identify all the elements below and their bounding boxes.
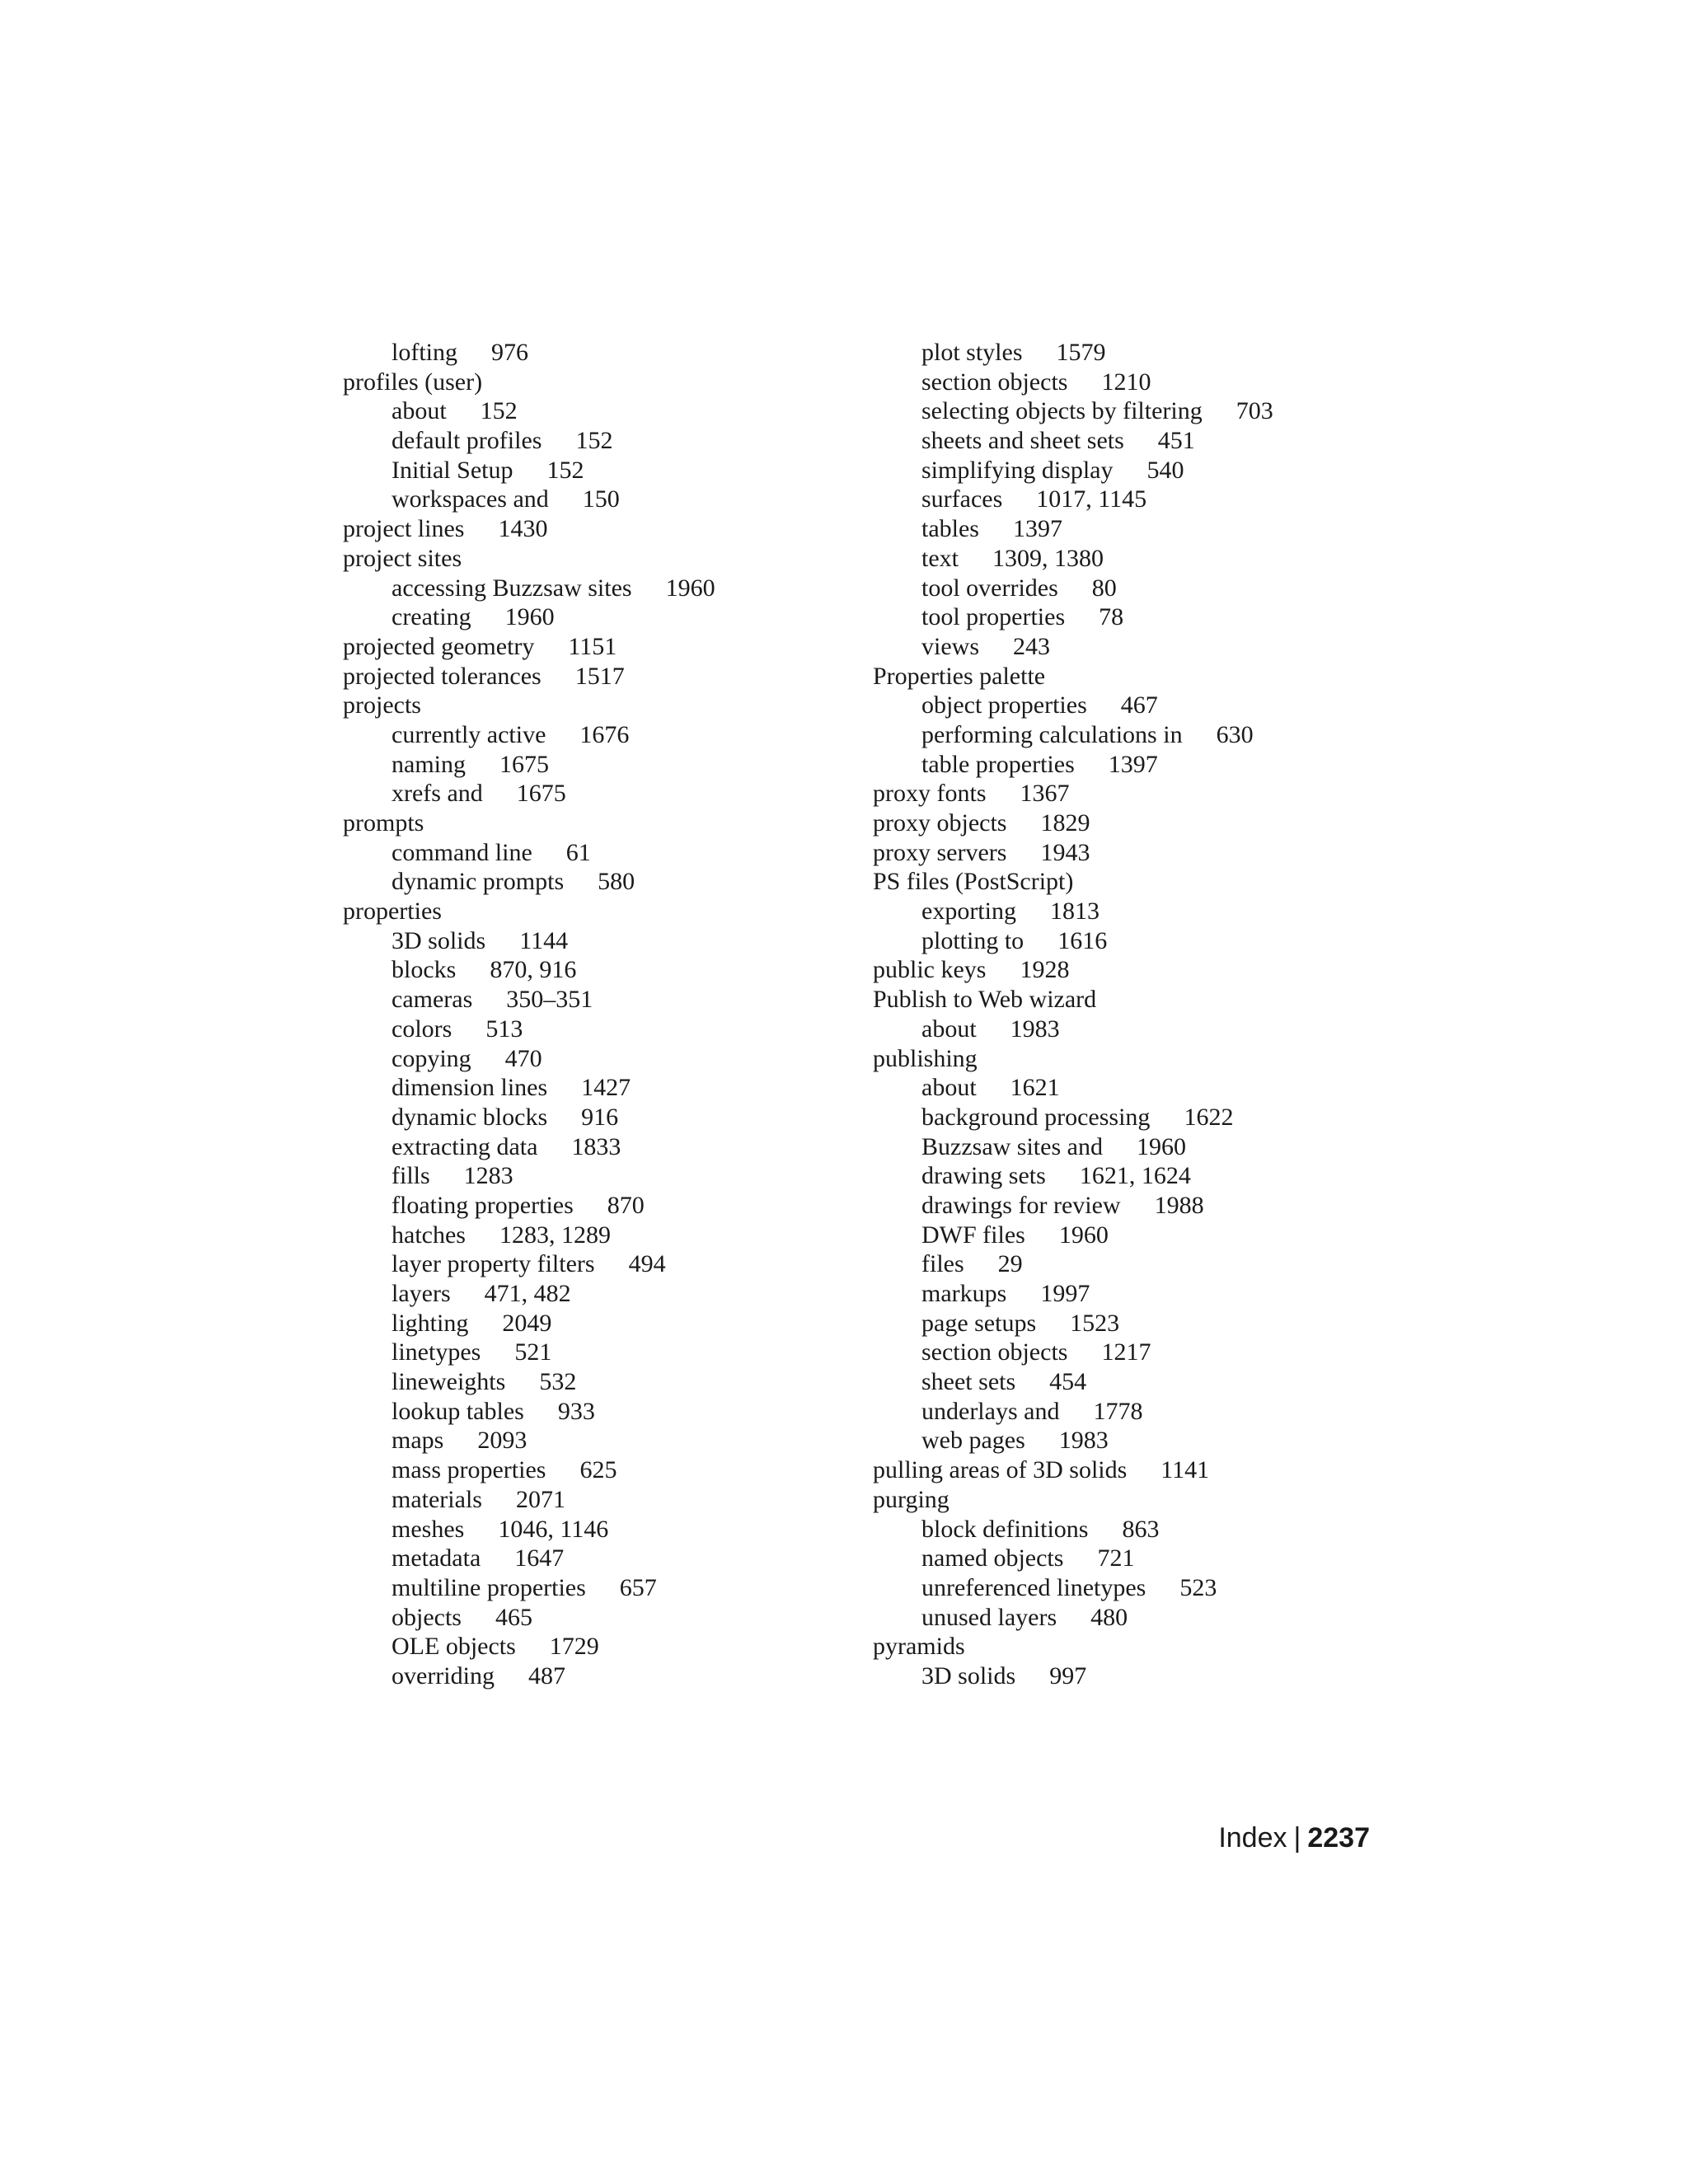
index-term: copying (392, 1044, 471, 1072)
index-page-refs: 580 (598, 868, 635, 896)
index-page-refs: 1427 (581, 1074, 631, 1102)
page-footer (1218, 1821, 1370, 1854)
index-term: proxy fonts (873, 780, 987, 808)
index-page-refs: 630 (1216, 720, 1254, 748)
index-page-refs: 513 (485, 1015, 523, 1043)
index-page-refs: 625 (579, 1456, 617, 1484)
index-page-refs: 1151 (568, 632, 617, 660)
index-subentry (873, 1015, 1417, 1044)
index-page-refs: 243 (1013, 632, 1050, 660)
index-page-refs: 870, 916 (490, 956, 577, 984)
index-term: project lines (343, 515, 465, 543)
index-subentry (343, 574, 887, 603)
index-term: publishing (873, 1044, 978, 1072)
index-page-refs: 870 (607, 1191, 645, 1219)
index-page-refs: 1647 (514, 1544, 565, 1572)
index-subentry (873, 691, 1417, 720)
index-subentry (873, 1426, 1417, 1455)
index-term: xrefs and (392, 780, 483, 808)
index-term: colors (392, 1015, 452, 1043)
index-term: proxy objects (873, 809, 1007, 837)
index-page-refs: 1983 (1058, 1427, 1109, 1455)
index-page-refs: 2049 (502, 1309, 552, 1337)
index-subentry (343, 1103, 887, 1132)
index-term: dynamic prompts (392, 868, 565, 896)
index-term: 3D solids (921, 1661, 1016, 1690)
index-subentry (343, 1073, 887, 1103)
index-entry (343, 808, 887, 838)
index-term: drawings for review (921, 1191, 1121, 1219)
index-subentry (343, 1544, 887, 1573)
index-page-refs: 152 (546, 456, 584, 484)
index-term: exporting (921, 898, 1016, 926)
index-page-refs: 150 (582, 485, 620, 513)
index-term: files (921, 1250, 964, 1278)
index-term: web pages (921, 1427, 1025, 1455)
index-term: section objects (921, 368, 1068, 396)
index-term: Properties palette (873, 662, 1046, 690)
index-subentry (343, 838, 887, 868)
index-page-refs: 470 (504, 1044, 542, 1072)
index-term: metadata (392, 1544, 481, 1572)
index-page-refs: 1283, 1289 (499, 1221, 611, 1249)
index-subentry (873, 1309, 1417, 1338)
index-subentry (343, 1044, 887, 1074)
index-page-refs: 1960 (504, 603, 555, 631)
index-subentry (873, 632, 1417, 662)
index-page-refs: 1309, 1380 (992, 544, 1104, 572)
index-page-refs: 1829 (1040, 809, 1090, 837)
index-page-refs: 657 (619, 1573, 657, 1601)
index-term: dimension lines (392, 1074, 548, 1102)
index-entry (873, 1485, 1417, 1515)
index-term: unreferenced linetypes (921, 1573, 1146, 1601)
index-subentry (343, 867, 887, 897)
index-subentry (873, 750, 1417, 780)
index-subentry (343, 985, 887, 1015)
index-entry (873, 779, 1417, 808)
index-entry (343, 662, 887, 691)
index-subentry (873, 544, 1417, 574)
index-term: PS files (PostScript) (873, 868, 1074, 896)
index-page-refs: 1960 (1058, 1221, 1109, 1249)
index-page-refs: 152 (575, 427, 613, 455)
index-page-refs: 1616 (1057, 926, 1108, 954)
index-subentry (873, 1544, 1417, 1573)
index-term: layers (392, 1280, 451, 1307)
index-page-refs: 480 (1090, 1603, 1128, 1631)
index-page-refs: 1778 (1093, 1397, 1143, 1425)
page-number: 2237 (1307, 1822, 1370, 1854)
index-term: cameras (392, 986, 473, 1014)
index-subentry (873, 1103, 1417, 1132)
index-entry (873, 1455, 1417, 1485)
index-term: creating (392, 603, 471, 631)
index-entry (873, 955, 1417, 985)
index-subentry (873, 1397, 1417, 1427)
index-term: accessing Buzzsaw sites (392, 574, 632, 602)
index-entry (343, 632, 887, 662)
index-page-refs: 465 (495, 1603, 532, 1631)
index-subentry (873, 338, 1417, 368)
index-term: underlays and (921, 1397, 1060, 1425)
index-term: extracting data (392, 1132, 538, 1160)
index-term: table properties (921, 750, 1075, 778)
index-term: prompts (343, 809, 424, 837)
index-page-refs: 494 (628, 1250, 666, 1278)
index-term: about (392, 397, 447, 425)
index-subentry (873, 1161, 1417, 1191)
index-page-refs: 1622 (1184, 1103, 1234, 1131)
index-page-refs: 78 (1099, 603, 1124, 631)
index-subentry (343, 1661, 887, 1691)
index-term: sheet sets (921, 1368, 1016, 1396)
index-subentry (873, 1338, 1417, 1367)
index-term: DWF files (921, 1221, 1025, 1249)
index-page-refs: 467 (1120, 691, 1158, 719)
index-subentry (873, 1073, 1417, 1103)
index-page-refs: 1621, 1624 (1079, 1162, 1191, 1190)
index-page-refs: 1928 (1020, 956, 1070, 984)
index-term: layer property filters (392, 1250, 595, 1278)
index-subentry (873, 1367, 1417, 1397)
index-entry (343, 897, 887, 926)
index-term: simplifying display (921, 456, 1114, 484)
index-subentry (343, 1397, 887, 1427)
index-page-refs: 532 (539, 1368, 577, 1396)
index-term: Publish to Web wizard (873, 986, 1097, 1014)
index-term: section objects (921, 1338, 1068, 1366)
index-subentry (873, 926, 1417, 956)
index-term: properties (343, 898, 442, 926)
index-page-refs: 523 (1179, 1573, 1217, 1601)
index-subentry (873, 720, 1417, 750)
index-entry (343, 368, 887, 397)
index-page-refs: 487 (528, 1661, 565, 1690)
index-term: named objects (921, 1544, 1064, 1572)
index-subentry (343, 779, 887, 808)
index-term: Initial Setup (392, 456, 513, 484)
index-page-refs: 2093 (477, 1427, 528, 1455)
index-subentry (343, 1515, 887, 1544)
index-term: projects (343, 691, 421, 719)
index-subentry (873, 1249, 1417, 1279)
index-page-refs: 1729 (549, 1633, 599, 1661)
index-term: text (921, 544, 959, 572)
index-term: blocks (392, 956, 457, 984)
index-page-refs: 1621 (1010, 1074, 1060, 1102)
index-entry (873, 1044, 1417, 1074)
index-subentry (343, 1603, 887, 1633)
index-page-refs: 1675 (499, 750, 549, 778)
index-page-refs: 471, 482 (484, 1280, 571, 1307)
index-subentry (343, 1221, 887, 1250)
index-page-refs: 1017, 1145 (1036, 485, 1147, 513)
index-page-refs: 1046, 1146 (498, 1515, 609, 1543)
index-subentry (343, 1015, 887, 1044)
index-subentry (343, 1249, 887, 1279)
index-page-refs: 1579 (1056, 339, 1106, 366)
index-subentry (873, 1515, 1417, 1544)
index-subentry (343, 1161, 887, 1191)
index-page-refs: 933 (557, 1397, 595, 1425)
index-page-refs: 1988 (1154, 1191, 1204, 1219)
index-term: meshes (392, 1515, 465, 1543)
index-subentry (343, 1132, 887, 1162)
index-term: command line (392, 838, 532, 866)
index-term: Buzzsaw sites and (921, 1132, 1103, 1160)
index-page-refs: 29 (997, 1250, 1023, 1278)
index-term: page setups (921, 1309, 1037, 1337)
index-term: hatches (392, 1221, 466, 1249)
index-subentry (343, 1426, 887, 1455)
index-term: sheets and sheet sets (921, 427, 1124, 455)
index-term: naming (392, 750, 466, 778)
index-term: tables (921, 515, 979, 543)
index-page-refs: 1813 (1049, 898, 1100, 926)
index-subentry (343, 720, 887, 750)
index-subentry (873, 456, 1417, 485)
index-term: public keys (873, 956, 987, 984)
index-term: projected geometry (343, 632, 535, 660)
index-page-refs: 1367 (1020, 780, 1070, 808)
footer-label: Index (1218, 1822, 1287, 1854)
index-page-refs: 997 (1049, 1661, 1087, 1690)
index-subentry (873, 1221, 1417, 1250)
index-entry (873, 662, 1417, 691)
index-page-refs: 1144 (519, 926, 569, 954)
index-term: drawing sets (921, 1162, 1046, 1190)
index-term: lighting (392, 1309, 469, 1337)
index-term: plotting to (921, 926, 1025, 954)
index-subentry (873, 1191, 1417, 1221)
index-subentry (873, 1279, 1417, 1309)
index-page-refs: 1983 (1010, 1015, 1060, 1043)
index-page-refs: 1676 (579, 720, 630, 748)
index-subentry (873, 897, 1417, 926)
index-page-refs: 540 (1146, 456, 1184, 484)
index-page-refs: 863 (1122, 1515, 1160, 1543)
index-term: materials (392, 1485, 482, 1513)
index-subentry (343, 1573, 887, 1603)
index-subentry (343, 456, 887, 485)
index-term: default profiles (392, 427, 542, 455)
index-subentry (343, 602, 887, 632)
index-entry (343, 544, 887, 574)
index-subentry (343, 1455, 887, 1485)
index-page-refs: 152 (480, 397, 518, 425)
index-page-refs: 1210 (1101, 368, 1151, 396)
index-page-refs: 80 (1091, 574, 1117, 602)
index-subentry (343, 750, 887, 780)
index-subentry (873, 426, 1417, 456)
index-subentry (343, 1191, 887, 1221)
index-term: lookup tables (392, 1397, 524, 1425)
index-term: project sites (343, 544, 462, 572)
index-page-refs: 1517 (574, 662, 625, 690)
index-page-refs: 2071 (515, 1485, 565, 1513)
index-term: pulling areas of 3D solids (873, 1456, 1128, 1484)
index-term: markups (921, 1280, 1007, 1307)
index-page-refs: 521 (514, 1338, 552, 1366)
index-subentry (343, 926, 887, 956)
index-term: object properties (921, 691, 1087, 719)
index-term: about (921, 1015, 977, 1043)
index-page-refs: 1397 (1012, 515, 1062, 543)
index-page-refs: 721 (1097, 1544, 1135, 1572)
index-term: dynamic blocks (392, 1103, 548, 1131)
index-page-refs: 350–351 (506, 986, 593, 1014)
index-subentry (343, 955, 887, 985)
index-subentry (343, 485, 887, 514)
index-page-refs: 976 (491, 339, 528, 366)
index-page-refs: 1523 (1070, 1309, 1120, 1337)
index-term: overriding (392, 1661, 495, 1690)
index-page-refs: 451 (1157, 427, 1195, 455)
index-term: workspaces and (392, 485, 549, 513)
index-entry (873, 1632, 1417, 1661)
index-term: surfaces (921, 485, 1003, 513)
index-entry (873, 985, 1417, 1015)
index-term: objects (392, 1603, 462, 1631)
index-page-refs: 1430 (498, 515, 548, 543)
index-term: linetypes (392, 1338, 481, 1366)
index-subentry (873, 1132, 1417, 1162)
index-term: lofting (392, 339, 457, 366)
index-subentry (343, 1279, 887, 1309)
index-term: performing calculations in (921, 720, 1183, 748)
index-column-right (873, 338, 1417, 1691)
index-page-refs: 1675 (516, 780, 566, 808)
index-page-refs: 1997 (1040, 1280, 1090, 1307)
index-term: maps (392, 1427, 444, 1455)
index-term: tool properties (921, 603, 1066, 631)
index-entry (873, 808, 1417, 838)
index-page-refs: 1943 (1040, 838, 1090, 866)
index-page-refs: 454 (1049, 1368, 1087, 1396)
index-term: about (921, 1074, 977, 1102)
index-subentry (343, 396, 887, 426)
index-term: projected tolerances (343, 662, 542, 690)
index-subentry (873, 1603, 1417, 1633)
index-page-refs: 1141 (1160, 1456, 1210, 1484)
index-term: floating properties (392, 1191, 574, 1219)
index-entry (873, 838, 1417, 868)
index-subentry (343, 338, 887, 368)
index-subentry (873, 1573, 1417, 1603)
index-subentry (873, 368, 1417, 397)
index-subentry (343, 1338, 887, 1367)
index-subentry (343, 1632, 887, 1661)
index-term: mass properties (392, 1456, 546, 1484)
footer-separator: | (1293, 1822, 1301, 1854)
index-term: lineweights (392, 1368, 506, 1396)
index-term: purging (873, 1485, 950, 1513)
index-subentry (873, 602, 1417, 632)
index-subentry (343, 426, 887, 456)
index-term: currently active (392, 720, 546, 748)
index-page-refs: 1397 (1108, 750, 1158, 778)
index-subentry (873, 485, 1417, 514)
index-term: 3D solids (392, 926, 486, 954)
index-entry (343, 514, 887, 544)
index-subentry (873, 1661, 1417, 1691)
index-subentry (873, 574, 1417, 603)
index-term: profiles (user) (343, 368, 483, 396)
index-term: selecting objects by filtering (921, 397, 1203, 425)
index-page-refs: 916 (581, 1103, 619, 1131)
index-term: proxy servers (873, 838, 1007, 866)
index-page-refs: 61 (565, 838, 591, 866)
index-page-refs: 703 (1236, 397, 1273, 425)
index-term: block definitions (921, 1515, 1089, 1543)
index-term: unused layers (921, 1603, 1057, 1631)
index-subentry (343, 1485, 887, 1515)
index-term: background processing (921, 1103, 1151, 1131)
index-page-refs: 1283 (463, 1162, 513, 1190)
index-term: tool overrides (921, 574, 1058, 602)
index-subentry (343, 1309, 887, 1338)
index-column-left (343, 338, 887, 1691)
index-subentry (873, 396, 1417, 426)
index-subentry (873, 514, 1417, 544)
index-page-refs: 1833 (571, 1132, 621, 1160)
index-term: OLE objects (392, 1633, 516, 1661)
index-term: multiline properties (392, 1573, 586, 1601)
index-page-refs: 1217 (1101, 1338, 1151, 1366)
index-entry (343, 691, 887, 720)
index-term: pyramids (873, 1633, 965, 1661)
index-subentry (343, 1367, 887, 1397)
index-page-refs: 1960 (1136, 1132, 1186, 1160)
index-term: views (921, 632, 979, 660)
index-entry (873, 867, 1417, 897)
index-term: fills (392, 1162, 430, 1190)
index-term: plot styles (921, 339, 1023, 366)
index-page-refs: 1960 (665, 574, 715, 602)
